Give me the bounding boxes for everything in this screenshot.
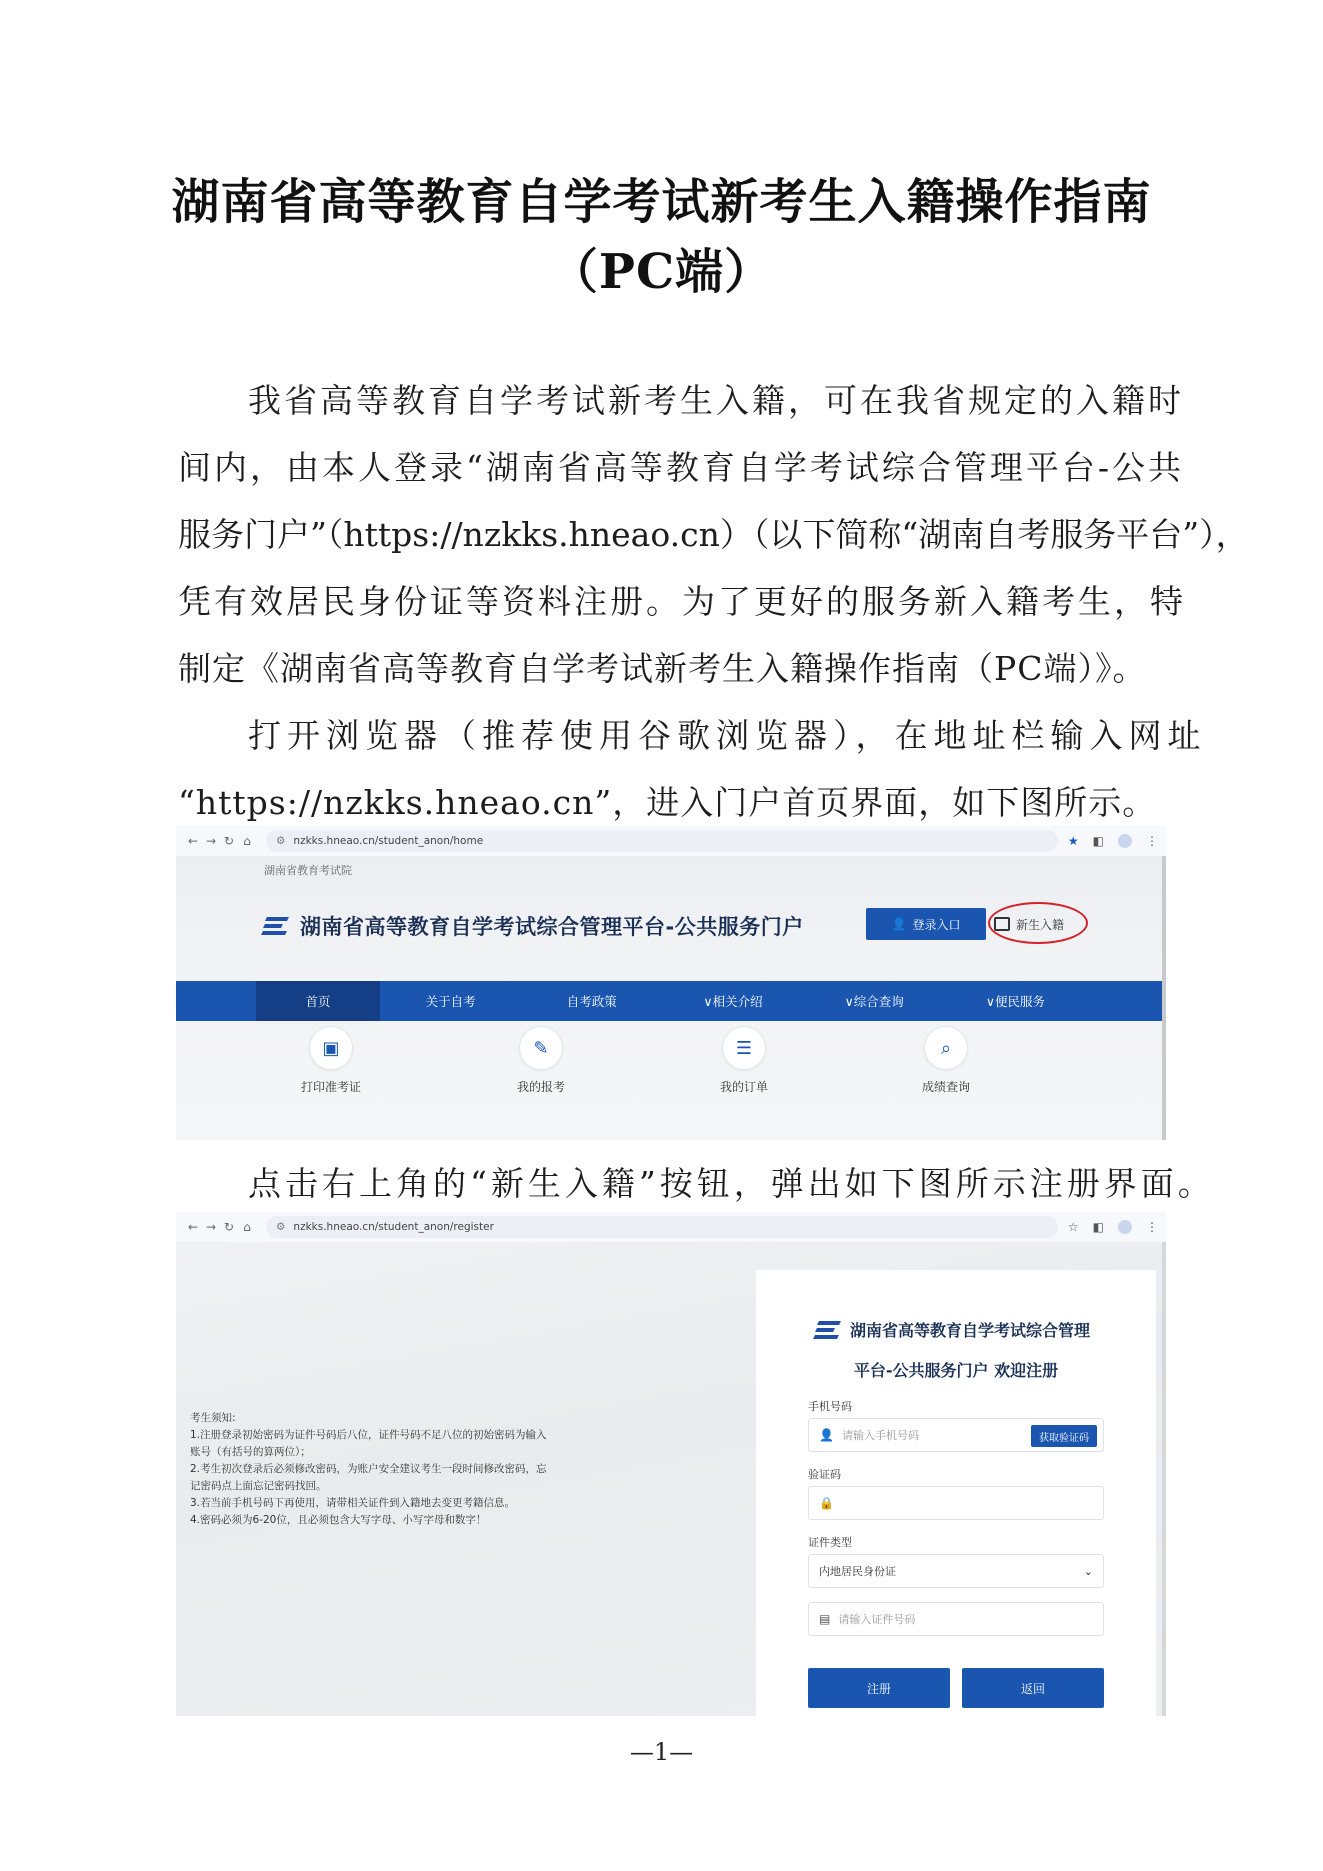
forward-icon[interactable]: → [205, 1220, 217, 1234]
forward-icon[interactable]: → [205, 834, 217, 848]
phone-placeholder: 请输入手机号码 [841, 1429, 919, 1442]
intro-char: 等 [356, 381, 392, 420]
intro-char: 省 [284, 381, 320, 420]
click-note-text: 点击右上角的“新生入籍”按钮，弹出如下图所示注册界面。 [248, 1164, 1215, 1203]
site-logo-icon [260, 915, 290, 937]
back-icon[interactable]: ← [187, 1220, 199, 1234]
intro-char: 我 [896, 381, 932, 420]
intro-line-3: 服务门户”（https://nzkks.hneao.cn）（以下简称“湖南自考服务平台”）， [178, 515, 1249, 554]
menu-icon[interactable]: ⋮ [1146, 1220, 1158, 1234]
scrollbar[interactable] [1162, 856, 1166, 1140]
id-type-label: 证件类型 [808, 1536, 852, 1549]
notice-block [190, 1410, 590, 1529]
id-type-select[interactable] [808, 1554, 1104, 1588]
site-logo-icon [812, 1319, 842, 1341]
intro-char: 自 [464, 381, 500, 420]
intro-char: 省 [932, 381, 968, 420]
intro-char: 生 [680, 381, 716, 420]
user-icon: 👤 [891, 917, 907, 931]
panel-title-line2: 平台-公共服务门户 欢迎注册 [853, 1361, 1059, 1380]
highlight-ellipse [988, 902, 1088, 944]
intro-char: 时 [1148, 381, 1184, 420]
intro-char: 考 [536, 381, 572, 420]
quick-my-registration[interactable] [481, 1026, 601, 1095]
open-browser-line-2: “https://nzkks.hneao.cn”，进入门户首页界面，如下图所示。 [178, 783, 1157, 822]
register-panel [756, 1270, 1156, 1716]
code-input[interactable] [808, 1486, 1104, 1520]
lock-icon: 🔒 [819, 1496, 834, 1510]
org-name: 湖南省教育考试院 [264, 864, 352, 877]
browser-toolbar [176, 826, 1166, 856]
notice-title: 考生须知: [190, 1412, 236, 1424]
nav-item-services[interactable]: ∨便民服务 [985, 994, 1045, 1009]
bookmark-star-icon[interactable]: ★ [1067, 834, 1079, 848]
intro-char: 新 [608, 381, 644, 420]
get-code-button[interactable]: 获取验证码 [1031, 1425, 1097, 1447]
page-number: —1— [629, 1738, 694, 1766]
menu-icon[interactable]: ⋮ [1146, 834, 1158, 848]
site-info-icon[interactable]: ⚙ [276, 835, 286, 847]
login-button[interactable] [866, 908, 986, 940]
doc-title-line1: 湖南省高等教育自学考试新考生入籍操作指南 [171, 174, 1152, 230]
intro-char: 入 [716, 381, 752, 420]
intro-char: 考 [644, 381, 680, 420]
home-page-screenshot [176, 826, 1166, 1140]
edit-document-icon: ✎ [519, 1026, 563, 1070]
register-site [176, 1242, 1166, 1716]
quick-score-query[interactable] [886, 1026, 1006, 1095]
quick-label: 打印准考证 [300, 1080, 361, 1094]
main-nav [176, 981, 1166, 1021]
address-url: nzkks.hneao.cn/student_anon/home [293, 835, 484, 847]
quick-label: 我的报考 [516, 1080, 565, 1094]
nav-item-home[interactable]: 首页 [256, 981, 380, 1021]
sidepanel-icon[interactable]: ◧ [1092, 834, 1104, 848]
intro-char: 定 [1004, 381, 1040, 420]
id-number-input[interactable] [808, 1602, 1104, 1636]
id-placeholder: 请输入证件号码 [838, 1613, 916, 1626]
panel-title-line1: 湖南省高等教育自学考试综合管理 [850, 1321, 1091, 1340]
click-note [178, 1150, 1215, 1217]
intro-char: 可 [824, 381, 860, 420]
quick-label: 我的订单 [719, 1080, 768, 1094]
intro-char: 学 [500, 381, 536, 420]
nav-item-policy[interactable]: 自考政策 [566, 994, 617, 1009]
sidepanel-icon[interactable]: ◧ [1092, 1220, 1104, 1234]
id-card-icon: ▤ [819, 1612, 831, 1626]
intro-char: 的 [1040, 381, 1076, 420]
intro-line-5: 制定《湖南省高等教育自学考试新考生入籍操作指南（PC端）》。 [178, 649, 1147, 688]
intro-char: 籍 [1112, 381, 1148, 420]
intro-char: 入 [1076, 381, 1112, 420]
admission-card-icon: ▣ [309, 1026, 353, 1070]
intro-char: 籍 [752, 381, 788, 420]
intro-char: 规 [968, 381, 1004, 420]
register-button[interactable]: 注册 [808, 1668, 950, 1708]
new-registration-label: 新生入籍 [1016, 917, 1065, 932]
register-page-screenshot [176, 1212, 1166, 1716]
intro-char: 我 [248, 381, 284, 420]
intro-line-1 [178, 367, 1184, 434]
login-label: 登录入口 [912, 917, 961, 932]
notice-line: 2.考生初次登录后必须修改密码，为账户安全建议考生一段时间修改密码，忘 [190, 1463, 547, 1475]
back-icon[interactable]: ← [187, 834, 199, 848]
user-icon: 👤 [819, 1428, 834, 1442]
notice-line: 账号（有括号的算两位）； [190, 1446, 311, 1458]
quick-my-orders[interactable] [684, 1026, 804, 1095]
profile-icon[interactable] [1118, 834, 1132, 848]
phone-input[interactable] [808, 1418, 1104, 1452]
intro-line-4: 凭有效居民身份证等资料注册。为了更好的服务新入籍考生，特 [178, 582, 1186, 621]
panel-header [812, 1318, 1090, 1341]
intro-char: ， [788, 381, 824, 420]
address-url: nzkks.hneao.cn/student_anon/register [293, 1221, 494, 1233]
bookmark-star-icon[interactable]: ☆ [1067, 1220, 1079, 1234]
quick-label: 成绩查询 [921, 1080, 970, 1094]
search-document-icon: ⌕ [924, 1026, 968, 1070]
chevron-down-icon: ⌄ [1083, 1564, 1093, 1578]
site-title: 湖南省高等教育自学考试综合管理平台-公共服务门户 [300, 915, 804, 939]
notice-line: 3.若当前手机号码下再使用，请带相关证件到入籍地去变更考籍信息。 [190, 1497, 516, 1509]
browser-toolbar [176, 1212, 1166, 1242]
code-label: 验证码 [808, 1468, 841, 1481]
nav-item-intro[interactable]: ∨相关介绍 [703, 994, 763, 1009]
back-button[interactable]: 返回 [962, 1668, 1104, 1708]
open-browser-paragraph [178, 702, 1207, 836]
intro-char: 高 [320, 381, 356, 420]
scrollbar[interactable] [1162, 1242, 1166, 1716]
nav-item-about[interactable]: 关于自考 [425, 994, 476, 1009]
intro-line-2: 间内，由本人登录“湖南省高等教育自学考试综合管理平台-公共 [178, 448, 1185, 487]
notice-line: 1.注册登录初始密码为证件号码后八位，证件号码不足八位的初始密码为输入 [190, 1429, 547, 1441]
intro-char: 在 [860, 381, 896, 420]
quick-print-admission[interactable] [271, 1026, 391, 1095]
open-browser-line-1: 打开浏览器（推荐使用谷歌浏览器），在地址栏输入网址 [248, 716, 1207, 755]
order-icon: ☰ [722, 1026, 766, 1070]
address-bar[interactable] [266, 1216, 1058, 1238]
intro-char: 育 [428, 381, 464, 420]
phone-label: 手机号码 [808, 1400, 852, 1413]
intro-char: 教 [392, 381, 428, 420]
home-site [176, 856, 1166, 1140]
home-icon[interactable]: ⌂ [243, 834, 251, 848]
address-bar[interactable] [266, 830, 1058, 852]
notice-line: 4.密码必须为6-20位，且必须包含大写字母、小写字母和数字！ [190, 1514, 487, 1526]
profile-icon[interactable] [1118, 1220, 1132, 1234]
home-icon[interactable]: ⌂ [243, 1220, 251, 1234]
notice-line: 记密码点上面忘记密码找回。 [190, 1480, 327, 1492]
id-type-value: 内地居民身份证 [819, 1565, 896, 1578]
site-header [260, 911, 804, 941]
doc-title-line2: （PC端） [549, 244, 774, 300]
reload-icon[interactable]: ↻ [223, 834, 235, 848]
nav-item-query[interactable]: ∨综合查询 [844, 994, 904, 1009]
site-info-icon[interactable]: ⚙ [276, 1221, 286, 1233]
intro-paragraph [178, 367, 1249, 702]
intro-char: 试 [572, 381, 608, 420]
reload-icon[interactable]: ↻ [223, 1220, 235, 1234]
